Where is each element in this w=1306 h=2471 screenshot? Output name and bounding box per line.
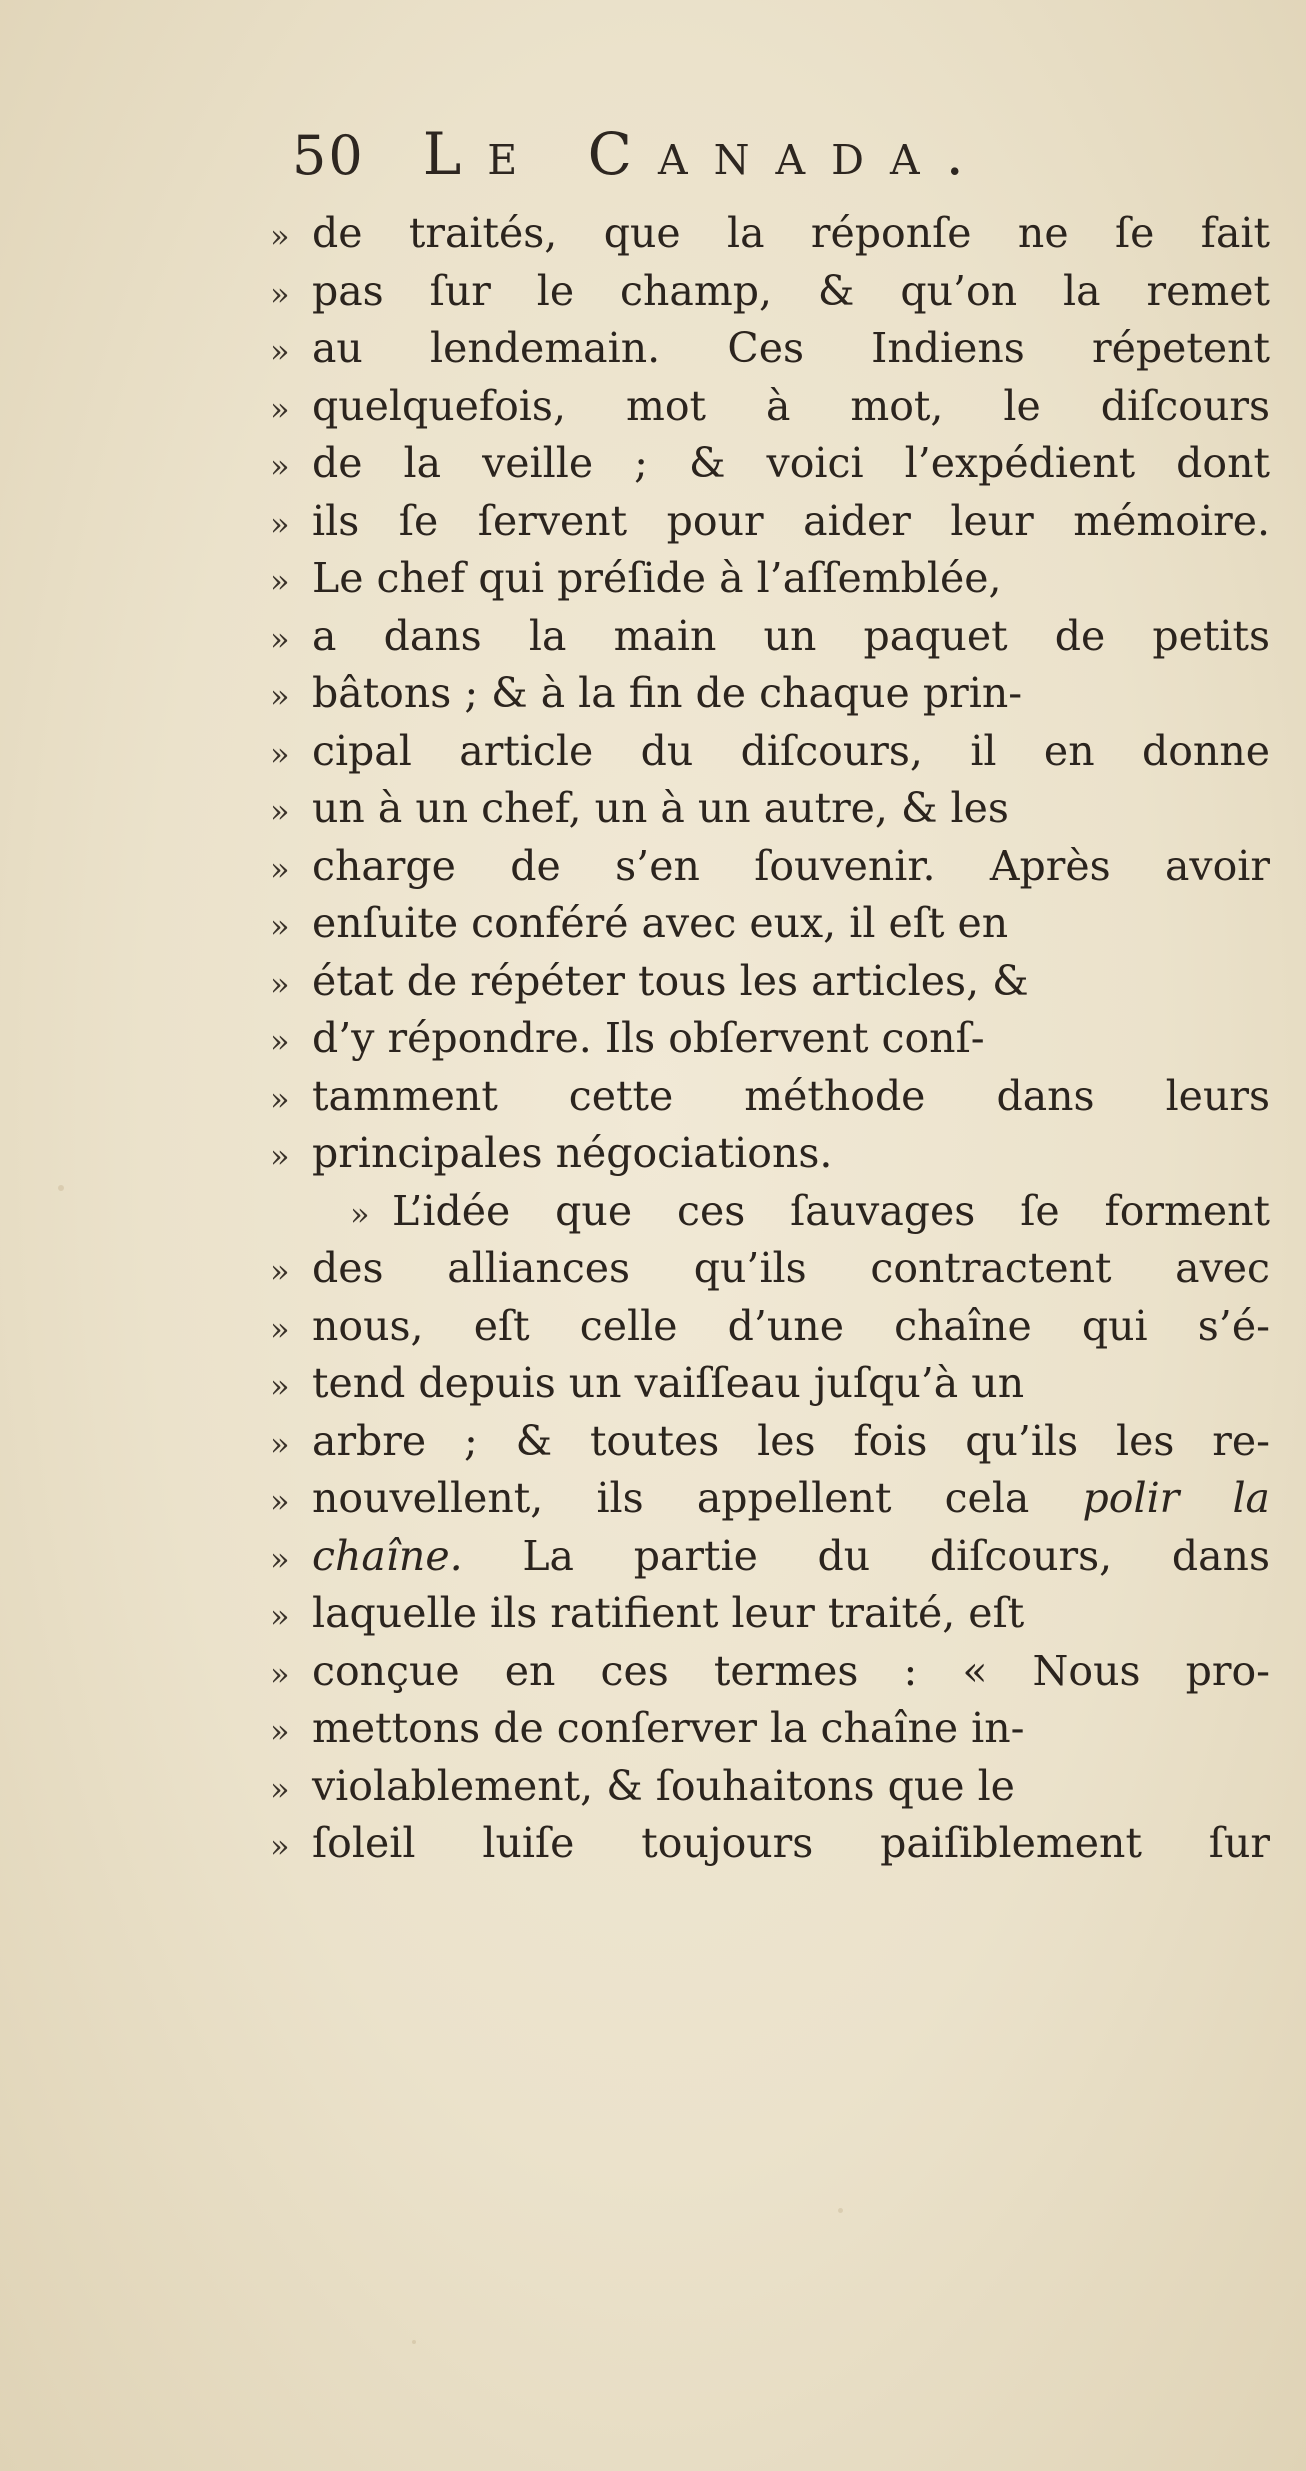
text-line xyxy=(270,1470,1270,1528)
quote-mark: » xyxy=(270,274,290,313)
text-line xyxy=(270,550,1270,608)
text-line xyxy=(270,665,1270,723)
roman-text: pas ſur le champ, & qu’on la remet xyxy=(311,266,1270,315)
roman-text: Le chef qui préſide à l’aſſemblée, xyxy=(312,554,1002,602)
line-text xyxy=(312,1470,1270,1528)
text-line xyxy=(270,1758,1270,1816)
line-text xyxy=(312,838,1270,896)
text-line xyxy=(270,1298,1270,1356)
text-line xyxy=(270,1125,1270,1183)
quote-mark: » xyxy=(270,389,290,428)
quote-mark: » xyxy=(270,1827,290,1865)
quote-mark: » xyxy=(270,1597,290,1635)
italic-text: chaîne. xyxy=(311,1531,463,1580)
roman-text: tamment cette méthode dans leurs xyxy=(311,1071,1270,1120)
text-line xyxy=(270,435,1270,493)
paper-stain xyxy=(412,2340,416,2344)
quote-mark: » xyxy=(270,849,290,888)
text-line xyxy=(270,1068,1270,1126)
line-text xyxy=(312,550,1002,608)
roman-text: de la veille ; & voici l’expédient dont xyxy=(311,439,1270,487)
quote-mark: » xyxy=(270,1654,290,1693)
roman-text: un à un chef, un à un autre, & les xyxy=(312,784,1009,832)
text-line xyxy=(270,1010,1270,1068)
quote-mark: » xyxy=(270,1424,290,1463)
text-line xyxy=(270,263,1270,321)
line-text xyxy=(312,1125,832,1183)
text-line xyxy=(270,378,1270,436)
text-line xyxy=(270,493,1270,551)
running-head xyxy=(292,120,990,188)
text-line xyxy=(270,1355,1270,1413)
roman-text: état de répéter tous les articles, & xyxy=(312,956,1029,1005)
quote-mark: » xyxy=(270,332,290,370)
text-line xyxy=(270,1643,1270,1701)
quote-mark: » xyxy=(270,1252,290,1290)
quote-mark: » xyxy=(350,1194,370,1233)
roman-text: ils ſe ſervent pour aider leur mémoire. xyxy=(312,496,1270,545)
roman-text: a dans la main un paquet de petits xyxy=(312,611,1270,660)
text-line xyxy=(270,838,1270,896)
line-text xyxy=(312,953,1029,1011)
paper-stain xyxy=(58,1185,64,1191)
quote-mark: » xyxy=(270,1137,290,1175)
roman-text: nouvellent, ils appellent cela xyxy=(311,1474,1083,1522)
roman-text: des alliances qu’ils contractent avec xyxy=(312,1244,1270,1292)
text-line xyxy=(270,1528,1270,1586)
text-line xyxy=(270,1240,1270,1298)
roman-text: tend depuis un vaiſſeau juſqu’à un xyxy=(312,1359,1025,1407)
quote-mark: » xyxy=(270,1079,290,1118)
quote-mark: » xyxy=(270,734,290,773)
paper-stain xyxy=(838,2208,843,2213)
roman-text: laquelle ils ratifient leur traité, eſt xyxy=(312,1589,1025,1637)
quote-mark: » xyxy=(270,504,290,543)
line-text xyxy=(312,205,1270,263)
roman-text: au lendemain. Ces Indiens répetent xyxy=(311,324,1270,372)
quote-mark: » xyxy=(270,1309,290,1348)
quote-mark: » xyxy=(270,447,290,485)
line-text xyxy=(312,435,1270,493)
text-line xyxy=(270,780,1270,838)
roman-text: quelquefois, mot à mot, le diſcours xyxy=(311,381,1270,430)
line-text xyxy=(312,1700,1025,1758)
quote-mark: » xyxy=(270,1022,290,1060)
text-line xyxy=(270,1585,1270,1643)
roman-text: mettons de conſerver la chaîne in- xyxy=(312,1704,1025,1752)
roman-text: bâtons ; & à la fin de chaque prin- xyxy=(312,669,1023,717)
quote-mark: » xyxy=(270,792,290,830)
text-line xyxy=(270,1183,1270,1241)
quote-mark: » xyxy=(270,1367,290,1405)
line-text xyxy=(312,1240,1270,1298)
text-line xyxy=(270,320,1270,378)
line-text xyxy=(312,608,1270,666)
quote-mark: » xyxy=(270,907,290,945)
text-line xyxy=(270,205,1270,263)
line-text xyxy=(312,1298,1270,1356)
roman-text: d’y répondre. Ils obſervent conſ- xyxy=(312,1014,985,1062)
line-text xyxy=(312,263,1270,321)
quote-mark: » xyxy=(270,619,290,658)
quote-mark: » xyxy=(270,677,290,715)
text-line xyxy=(270,1413,1270,1471)
line-text xyxy=(312,1010,985,1068)
roman-text: de traités, que la réponſe ne ſe fait xyxy=(312,209,1270,257)
line-text xyxy=(312,320,1270,378)
running-title: Le Canada. xyxy=(422,120,990,188)
line-text xyxy=(312,1815,1270,1873)
line-text xyxy=(312,1068,1270,1126)
italic-text: polir la xyxy=(1082,1474,1270,1522)
roman-text: ſoleil luiſe toujours paiſiblement ſur xyxy=(312,1819,1270,1867)
roman-text: arbre ; & toutes les fois qu’ils les re- xyxy=(312,1416,1270,1465)
line-text xyxy=(312,1355,1024,1413)
line-text xyxy=(392,1183,1270,1241)
line-text xyxy=(312,780,1009,838)
text-line xyxy=(270,608,1270,666)
roman-text: conçue en ces termes : « Nous pro- xyxy=(311,1646,1270,1695)
page-number: 50 xyxy=(292,124,365,187)
line-text xyxy=(312,1643,1270,1701)
line-text xyxy=(312,665,1022,723)
body-text xyxy=(270,205,1270,1873)
roman-text: cipal article du diſcours, il en donne xyxy=(311,726,1270,775)
roman-text: enſuite conféré avec eux, il eſt en xyxy=(312,899,1009,947)
line-text xyxy=(312,895,1008,953)
line-text xyxy=(312,493,1270,551)
line-text xyxy=(312,378,1270,436)
roman-text: L’idée que ces ſauvages ſe forment xyxy=(391,1186,1270,1235)
quote-mark: » xyxy=(270,562,290,600)
roman-text: nous, eſt celle d’une chaîne qui s’é- xyxy=(312,1301,1270,1350)
text-line xyxy=(270,723,1270,781)
quote-mark: » xyxy=(270,1769,290,1808)
text-line xyxy=(270,1700,1270,1758)
roman-text: charge de s’en ſouvenir. Après avoir xyxy=(312,841,1270,890)
line-text xyxy=(312,1758,1015,1816)
text-line xyxy=(270,953,1270,1011)
line-text xyxy=(312,1413,1270,1471)
line-text xyxy=(312,1585,1024,1643)
quote-mark: » xyxy=(270,1539,290,1578)
text-line xyxy=(270,1815,1270,1873)
quote-mark: » xyxy=(270,217,290,255)
quote-mark: » xyxy=(270,964,290,1003)
text-line xyxy=(270,895,1270,953)
quote-mark: » xyxy=(270,1482,290,1520)
line-text xyxy=(312,723,1270,781)
quote-mark: » xyxy=(270,1712,290,1750)
line-text xyxy=(312,1528,1270,1586)
roman-text: La partie du diſcours, dans xyxy=(462,1531,1270,1580)
roman-text: principales négociations. xyxy=(312,1129,833,1177)
roman-text: violablement, & ſouhaitons que le xyxy=(312,1761,1015,1810)
